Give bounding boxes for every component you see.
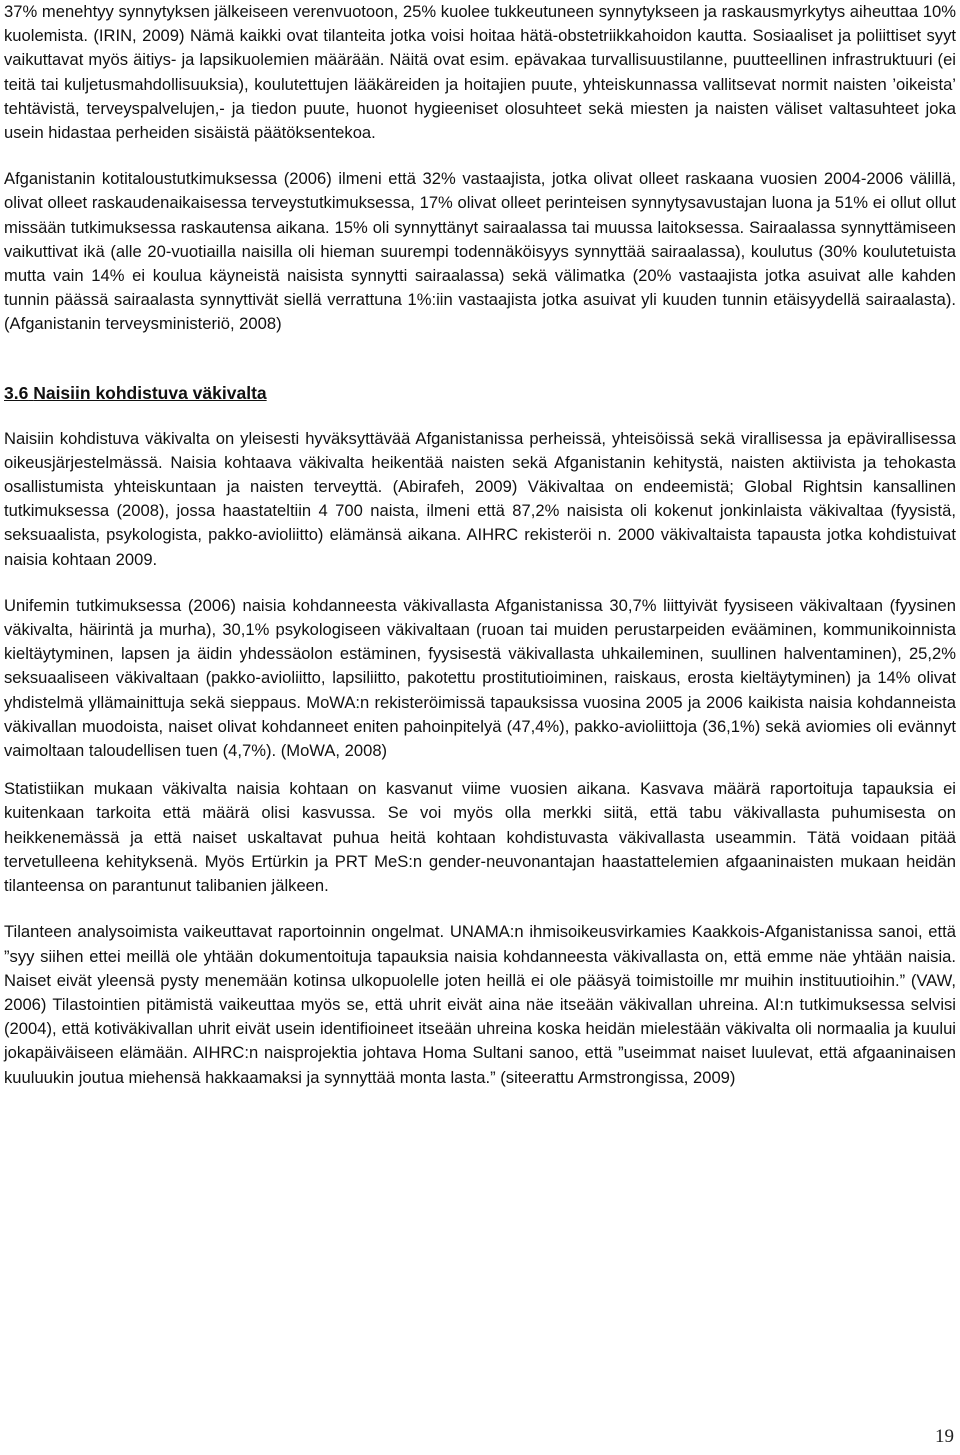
paragraph-violence-overview: Naisiin kohdistuva väkivalta on yleisesti hyväksyttävää Afganistanissa perheissä, yhteisöissä sekä virallisessa ja epävirallisessa oikeusjärjestelmässä. Naisia kohtaava väkivalta heikentää naisten sekä Afganistanin kehitystä, naisten aktiivista ja tehokasta osallistumista yhteiskuntaan ja naisten terveyttä. (Abirafeh, 2009) Väkivaltaa on endeemistä; Global Rightsin kansallinen tutkimuksessa (2008), jossa haastateltiin 4 700 naista, ilmeni että 87,2% naisista oli kokenut jonkinlaista väkivaltaa (fyysistä, seksuaalista, psykologista, pakko-avioliitto) elämänsä aikana. AIHRC rekisteröi n. 2000 väkivaltaista tapausta jotka kohdistuivat naisia kohtaan 2009.: [4, 428, 956, 569]
paragraph-maternal-mortality-causes: 37% menehtyy synnytyksen jälkeiseen verenvuotoon, 25% kuolee tukkeutuneen synnytykseen ja raskausmyrkytys aiheuttaa 10% kuolemista. (IRIN, 2009) Nämä kaikki ovat tilanteita jotka voisi hoitaa hätä-obstetriikkahoidon kautta. Sosiaaliset ja poliittiset syyt vaikuttavat myös äitiys- ja lapsikuolemien määrään. Näitä ovat esim. epävakaa turvallisuustilanne, puutteellinen infrastruktuuri (ei teitä tai kuljetusmahdollisuuksia), koulutettujen lääkäreiden ja hoitajien puute, yhteiskunnassa vallitsevat normit naisten ’oikeista’ tehtävistä, terveyspalvelujen,- ja tiedon puute, huonot hygieeniset olosuhteet sekä miesten ja naisten väliset valtasuhteet joka usein hidastaa perheiden sisäistä päätöksentekoa.: [4, 2, 956, 143]
page-number: 19: [935, 1426, 954, 1447]
paragraph-statistics: Statistiikan mukaan väkivalta naisia kohtaan on kasvanut viime vuosien aikana. Kasvava määrä raportoituja tapauksia ei kuitenkaan tarkoita että määrä olisi kasvussa. Se voi myös olla merkki siitä, että tabu väkivallasta puhumisesta on heikkenemässä ja että naiset uskaltavat puhua heitä kohtaan kohdistuvasta väkivallasta useammin. Tätä voidaan pitää tervetulleena kehityksenä. Myös Ertürkin ja PRT MeS:n gender-neuvonantajan haastattelemien afgaaninaisten mukaan heidän tilanteensa on parantunut talibanien jälkeen.: [4, 779, 956, 896]
paragraph-household-survey: Afganistanin kotitaloustutkimuksessa (2006) ilmeni että 32% vastaajista, jotka olivat olleet raskaana vuosien 2004-2006 välillä, olivat olleet raskaudenaikaisessa terveystutkimuksessa, 17% olivat olleet perinteisen synnytysavustajan luona ja 51% ei ollut ollut missään tutkimuksessa raskautensa aikana. 15% oli synnyttänyt sairaalassa tai muussa laitoksessa. Sairaalassa synnyttämiseen vaikuttivat ikä (alle 20-vuotiailla naisilla oli hieman suurempi todennäköisyys synnyttää sairaalassa), koulutus (30% koulutetuista mutta vain 14% ei koulua käyneistä naisista synnytti sairaalassa) sekä välimatka (20% vastaajista jotka asuivat alle kahden tunnin päässä sairaalasta synnyttivät siellä verrattuna 1%:iin vastaajista jotka asuivat yli kuuden tunnin etäisyydellä sairaalasta). (Afganistanin terveysministeriö, 2008): [4, 169, 956, 334]
section-heading: [4, 381, 956, 405]
document-page: [4, 0, 956, 1090]
section-title: Naisiin kohdistuva väkivalta: [33, 382, 267, 403]
section-number: 3.6: [4, 382, 29, 403]
paragraph-unifem-study: Unifemin tutkimuksessa (2006) naisia kohdanneesta väkivallasta Afganistanissa 30,7% liittyivät fyysiseen väkivaltaan (fyysinen väkivalta, häirintä ja murha), 30,1% psykologiseen väkivaltaan (ruoan tai muiden perustarpeiden evääminen, kommunikoinnista kieltäytyminen, lapsen ja äidin yhdessäolon estäminen, fyysisestä väkivallasta uhkaileminen, suullinen halventaminen), 25,2% seksuaaliseen väkivaltaan (pakko-avioliitto, lapsiliitto, pakotettu prostitutioiminen, raiskaus, erosta kieltäytyminen) ja 14% olivat yhdistelmä yllämainittuja sekä sieppaus. MoWA:n rekisteröimissä tapauksissa vuosina 2005 ja 2006 kaikista naisia kohdanneista väkivallan muodoista, naiset olivat kohdanneet eniten pahoinpitelyä (47,4%), pakko-avioliittoja (36,1%) sekä aviomies oli evännyt vaimoltaan taloudellisen tuen (4,7%). (MoWA, 2008): [4, 595, 956, 761]
paragraph-reporting-problems: Tilanteen analysoimista vaikeuttavat raportoinnin ongelmat. UNAMA:n ihmisoikeusvirkamies Kaakkois-Afganistanissa sanoi, että ”syy siihen ettei meillä ole yhtään dokumentoituja tapauksia naisia kohdanneesta väkivallasta on, että emme näe yhtään naisia. Naiset eivät yleensä pysty menemään kotinsa ulkopuolelle joten heillä ei ole pääsyä toimistoille mr muihin instituutioihin.” (VAW, 2006) Tilastointien pitämistä vaikeuttaa myös se, että uhrit eivät aina näe itseään väkivallan uhreina. AI:n tutkimuksessa selvisi (2004), että kotiväkivallan uhrit eivät usein identifioineet itseään uhreina koska heidän mielestään väkivalta oli normaalia ja kuului jokapäiväiseen elämään. AIHRC:n naisprojektia johtava Homa Sultani sanoo, että ”useimmat naiset luulevat, että afgaaninaisen kuuluukin joutua miehensä hakkaamaksi ja synnyttää monta lasta.” (siteerattu Armstrongissa, 2009): [4, 922, 956, 1087]
